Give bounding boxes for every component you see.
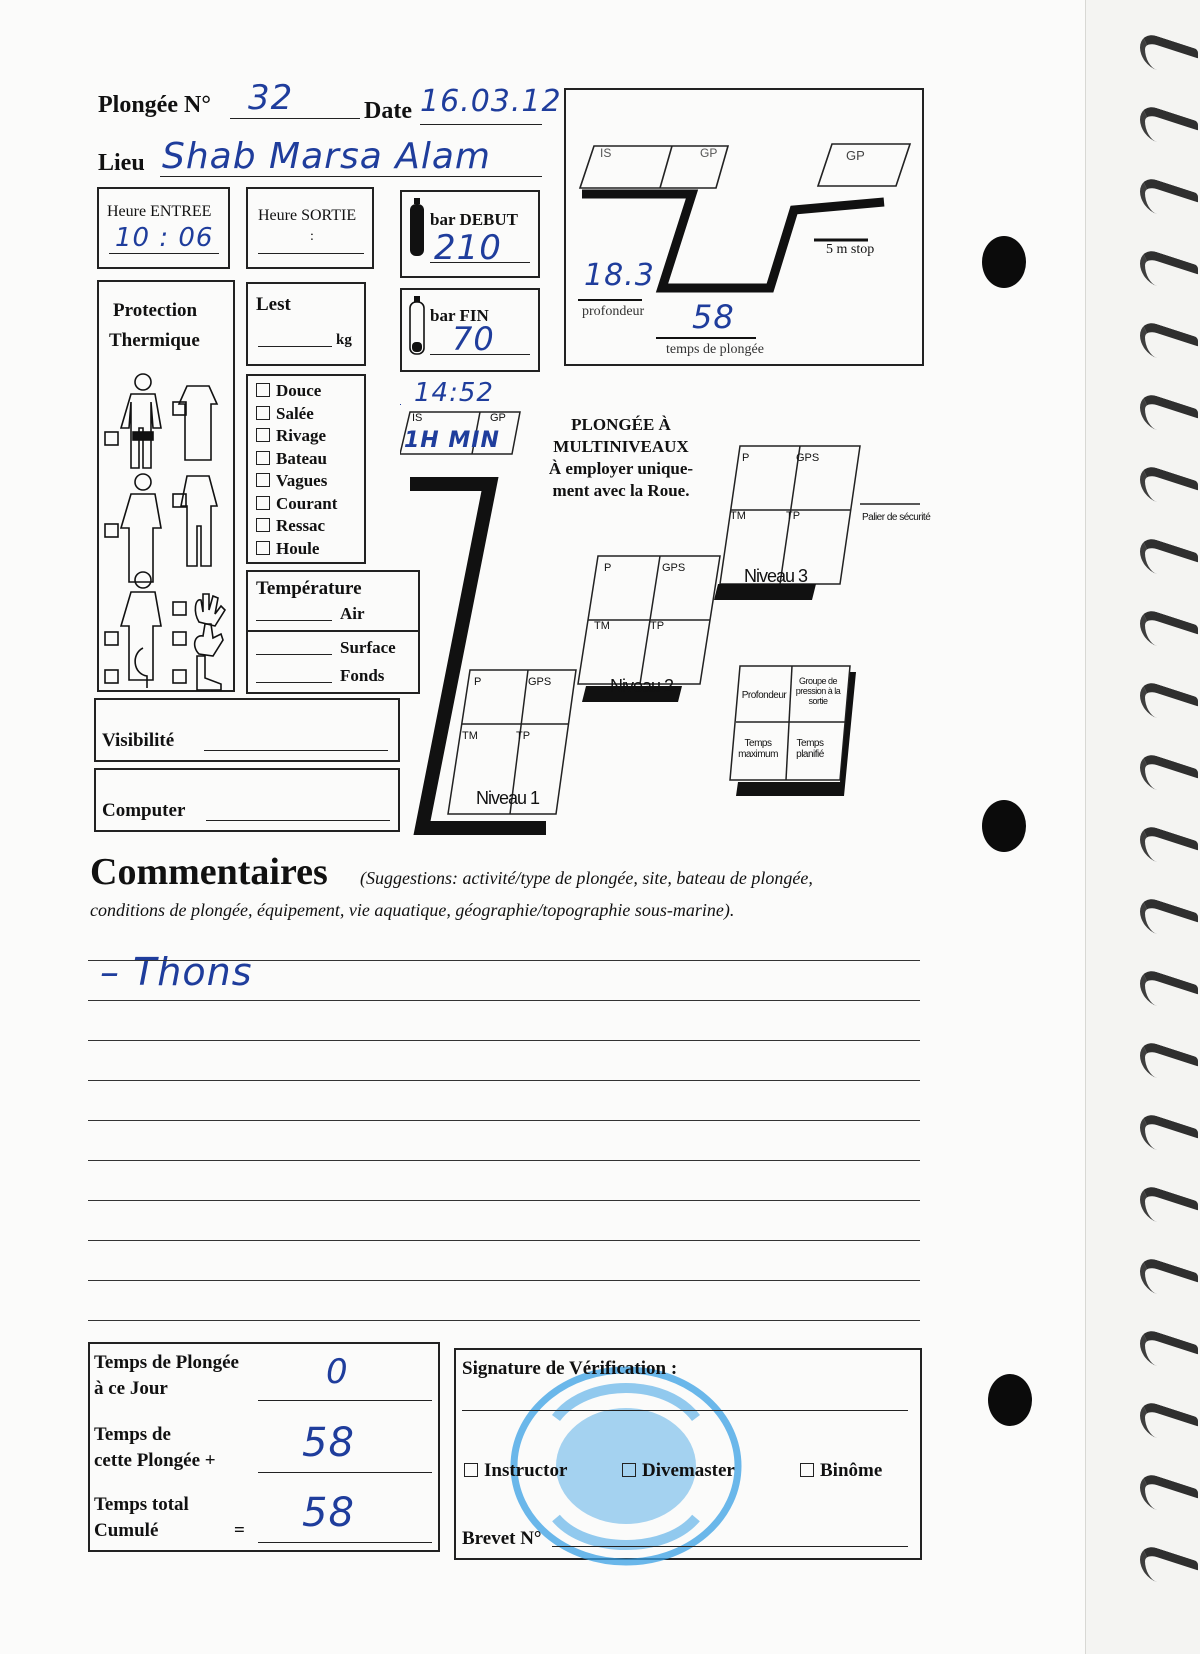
comment-line [88,1320,920,1321]
tank-full-icon [408,198,426,258]
temperature-air: Air [340,604,365,623]
heure-entree-label: Heure ENTREE [107,203,212,220]
signature-divemaster-option[interactable]: Divemaster [622,1460,735,1482]
lest-box [246,282,366,366]
heure-entree-box [97,187,230,269]
ml-title-line4: ment avec la Roue. [552,481,690,500]
spiral-ring [1140,1183,1198,1236]
n2-tm-label: TM [594,620,610,632]
comment-line [88,1120,920,1121]
visibilite-box [94,698,400,762]
water-type-checkbox[interactable] [256,428,270,442]
comments-title: Commentaires [90,851,328,893]
dive-profile-box [564,88,924,366]
total-cumul-label1: Temps total [94,1494,189,1515]
total-jour-value: 0 [326,1352,349,1392]
total-jour-label1: Temps de Plongée [94,1352,239,1373]
spiral-ring [1140,1327,1198,1380]
heure-sortie-sep: : [310,229,314,244]
water-type-option[interactable] [256,448,364,471]
total-cumul-value: 58 [302,1490,355,1536]
lest-unit: kg [336,332,352,348]
n3-tm-label: TM [730,510,746,522]
profile-stop-label: 5 m stop [826,242,875,257]
water-type-checkbox[interactable] [256,406,270,420]
dive-number-line [230,118,360,119]
water-type-label: Bateau [276,448,327,468]
binder-hole [988,1374,1032,1426]
water-type-option[interactable] [256,538,364,561]
binder-hole [982,800,1026,852]
palier-label: Palier de sécurité [862,512,931,523]
bar-fin-box [400,288,540,372]
protection-title2: Thermique [109,330,200,351]
lest-label: Lest [256,294,291,315]
ml-title-line2: MULTINIVEAUX [553,437,689,456]
computer-box [94,768,400,832]
bar-debut-value: 210 [434,228,502,268]
totals-box [88,1342,440,1552]
spiral-ring [1140,1543,1198,1596]
water-type-option[interactable] [256,515,364,538]
n2-p-label: P [604,562,612,574]
spiral-ring [1140,751,1198,804]
comment-line [88,1000,920,1001]
profile-time-value: 58 [692,298,735,336]
total-cumul-eq: = [234,1520,245,1541]
total-cette-value: 58 [302,1420,355,1466]
total-cette-label1: Temps de [94,1424,171,1445]
spiral-ring [1140,1255,1198,1308]
total-jour-label2: à ce Jour [94,1378,168,1399]
spiral-ring [1140,679,1198,732]
signature-binome-option[interactable]: Binôme [800,1460,882,1482]
temperature-fonds: Fonds [340,666,385,685]
lieu-value: Shab Marsa Alam [162,136,491,177]
ml-is-value: 1H MIN [404,428,500,453]
n1-gps-label: GPS [528,676,552,688]
profile-gp2-label: GP [846,148,865,163]
water-types-box [246,374,366,564]
legend-temps-plan: Temps planifié [796,738,824,760]
water-type-label: Salée [276,403,314,423]
spiral-ring [1140,895,1198,948]
n3-p-label: P [742,452,750,464]
temperature-box [246,570,420,694]
water-type-option[interactable] [256,425,364,448]
legend-groupe: Groupe de pression à la sortie [795,676,841,706]
bar-debut-label: bar DEBUT [430,210,519,229]
niveau2-label: Niveau 2 [610,676,674,696]
total-cette-label2: cette Plongée + [94,1450,216,1471]
n2-tp-label: TP [650,620,665,632]
spiral-ring [1140,967,1198,1020]
ml-title-line1: PLONGÉE À [571,415,671,434]
n2-gps-label: GPS [662,562,686,574]
comments-hint-line2: conditions de plongée, équipement, vie aquatique, géographie/topographie sous-marine). [90,900,735,920]
protection-title1: Protection [113,300,198,321]
profile-gp-label: GP [700,146,718,160]
date-label: Date [364,98,412,124]
profile-depth-label: profondeur [582,304,645,319]
legend-profondeur: Profondeur [741,690,787,701]
ml-title-line3: À employer unique- [548,459,694,478]
profile-time-label: temps de plongée [666,342,764,357]
comment-line [88,1040,920,1041]
water-type-label: Courant [276,493,338,513]
legend-temps-max: Temps maximum [738,738,778,760]
profile-is-label: IS [600,146,612,160]
bar-debut-box [400,190,540,278]
n1-p-label: P [474,676,482,688]
binome-checkbox[interactable] [800,1463,814,1477]
comment-line [88,1280,920,1281]
water-type-checkbox[interactable] [256,518,270,532]
signature-box [454,1348,922,1560]
spiral-binding [1140,40,1200,1640]
water-types-list [256,380,364,560]
spiral-ring [1140,535,1198,588]
tank-empty-icon [408,296,426,356]
comment-line [88,1080,920,1081]
water-type-option[interactable] [256,470,364,493]
comment-line [88,960,920,961]
comments-entry: – Thons [100,950,253,994]
protection-box [97,280,235,692]
water-type-label: Houle [276,538,320,558]
ml-gp-label: GP [490,412,506,424]
spiral-ring [1140,463,1198,516]
date-line [420,124,542,125]
water-type-checkbox[interactable] [256,541,270,555]
spiral-ring [1140,391,1198,444]
water-type-checkbox[interactable] [256,473,270,487]
spiral-ring [1140,823,1198,876]
bar-fin-value: 70 [452,320,495,358]
water-type-label: Rivage [276,426,327,445]
signature-label: Signature de Vérification : [462,1358,678,1379]
heure-entree-value: 10 : 06 [115,223,214,253]
water-type-label: Ressac [276,516,326,535]
n1-tm-label: TM [462,730,478,742]
comment-line [88,1240,920,1241]
thermal-suits-diagram [103,372,231,692]
water-type-option[interactable] [256,403,364,426]
heure-sortie-box [246,187,374,269]
niveau1-label: Niveau 1 [476,788,540,808]
visibilite-label: Visibilité [102,730,175,751]
spiral-ring [1140,1471,1198,1524]
temperature-title: Température [256,578,362,599]
bar-fin-label: bar FIN [430,306,489,325]
profile-depth-value: 18.3 [584,258,655,293]
surface-interval-value: 14:52 [414,378,494,408]
niveau3-label: Niveau 3 [744,566,808,586]
date-value: 16.03.12 [420,84,562,119]
comment-line [88,1200,920,1201]
divemaster-checkbox[interactable] [622,1463,636,1477]
spiral-ring [1140,607,1198,660]
temperature-surface: Surface [340,638,396,657]
spiral-ring [1140,103,1198,156]
water-type-label: Vagues [276,471,328,490]
spiral-ring [1140,247,1198,300]
water-type-option[interactable] [256,493,364,516]
water-type-checkbox[interactable] [256,383,270,397]
lieu-label: Lieu [98,150,145,176]
water-type-checkbox[interactable] [256,496,270,510]
comments-hint-line1: (Suggestions: activité/type de plongée, site, bateau de plongée, [360,868,813,888]
n3-gps-label: GPS [796,452,820,464]
binder-hole [982,236,1026,288]
n3-tp-label: TP [786,510,801,522]
spiral-ring [1140,175,1198,228]
instructor-checkbox[interactable] [464,1463,478,1477]
water-type-option[interactable] [256,380,364,403]
spiral-ring [1140,1039,1198,1092]
n1-tp-label: TP [516,730,531,742]
dive-profile-diagram [566,90,924,366]
ml-is-label: IS [412,412,423,424]
spiral-ring [1140,1111,1198,1164]
spiral-ring [1140,31,1198,84]
signature-instructor-option[interactable]: Instructor [464,1460,567,1482]
multilevel-title [526,414,716,502]
brevet-label: Brevet N° [462,1528,542,1549]
dive-number-label: Plongée N° [98,92,211,118]
total-cumul-label2: Cumulé [94,1520,159,1541]
spiral-ring [1140,319,1198,372]
heure-sortie-label: Heure SORTIE [258,207,357,224]
water-type-label: Douce [276,381,322,400]
water-type-checkbox[interactable] [256,451,270,465]
computer-label: Computer [102,800,186,821]
spiral-ring [1140,1399,1198,1452]
dive-number-value: 32 [248,78,294,118]
comment-line [88,1160,920,1161]
